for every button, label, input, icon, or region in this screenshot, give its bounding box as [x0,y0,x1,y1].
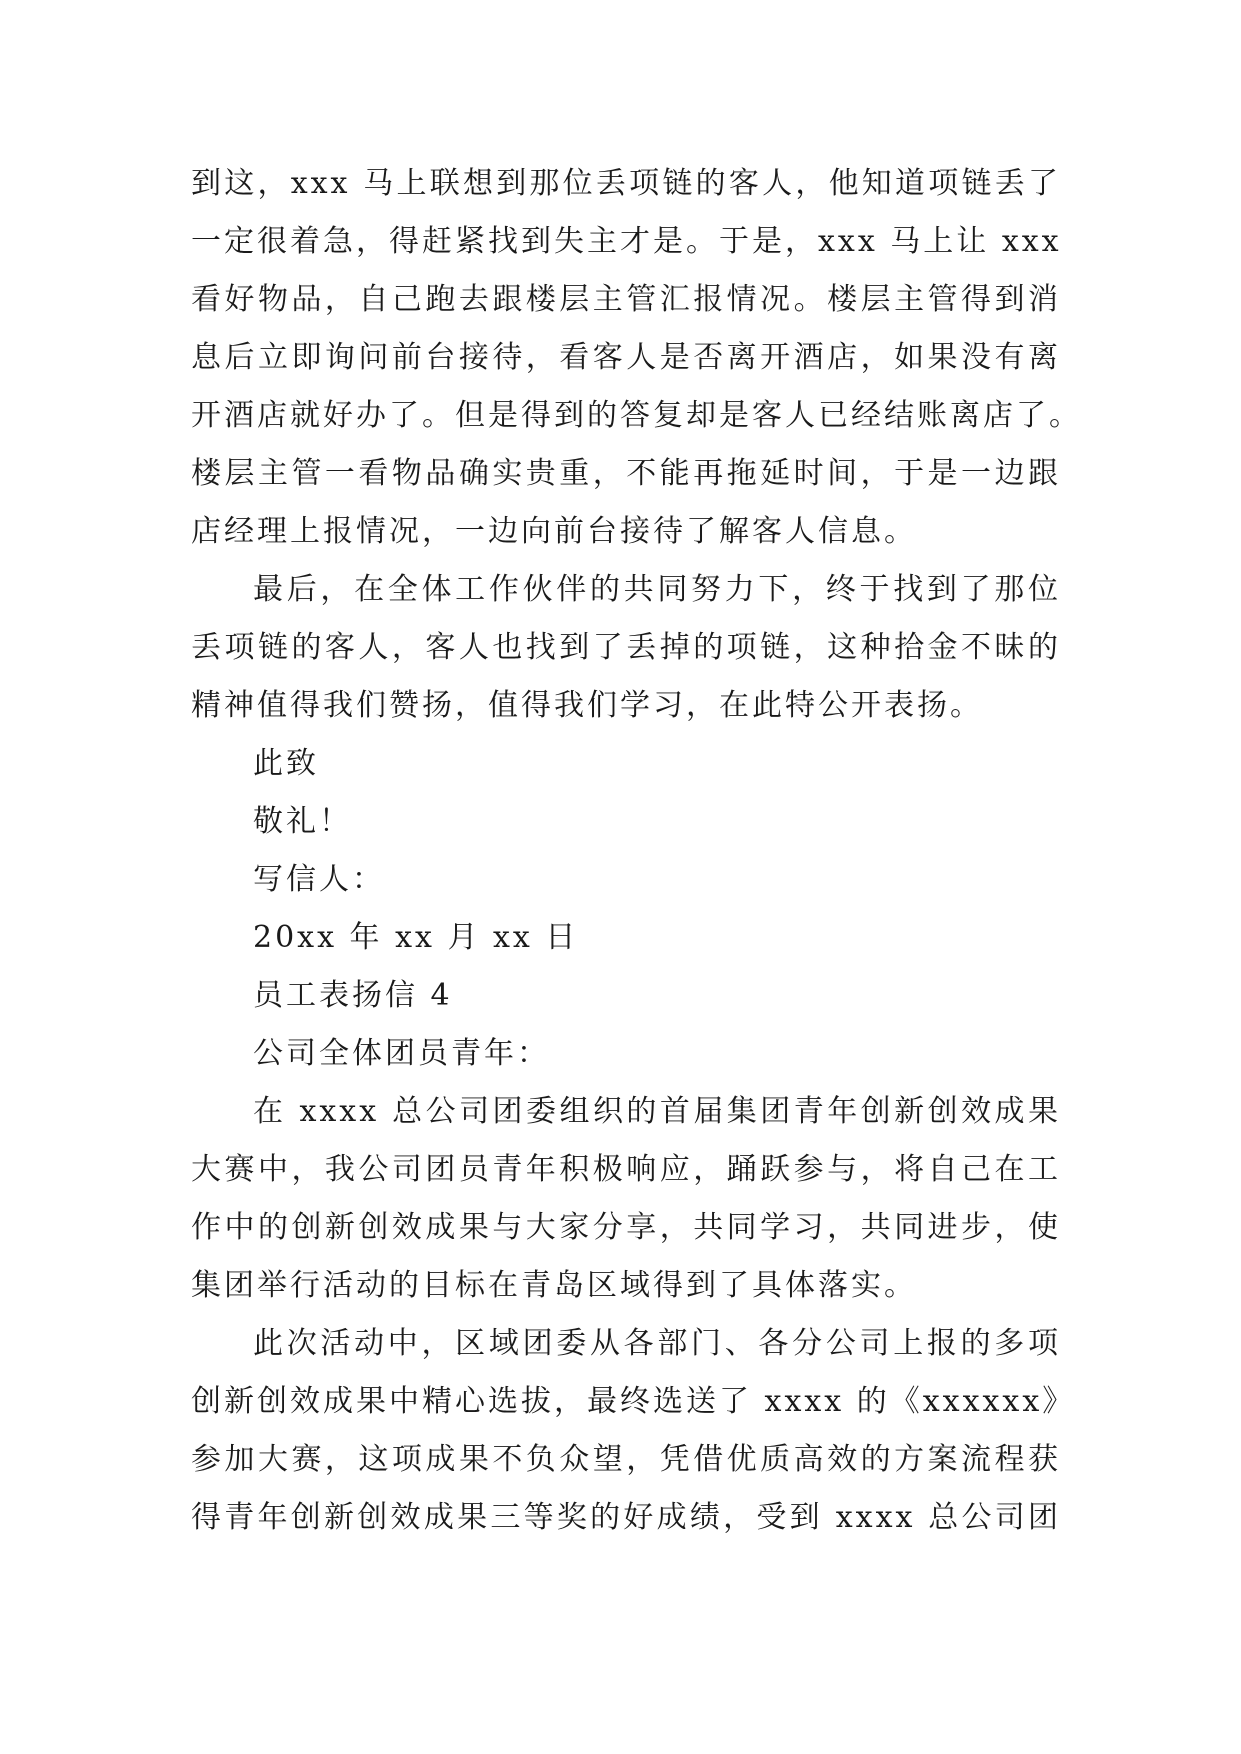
paragraph-line: 作中的创新创效成果与大家分享，共同学习，共同进步，使 [191,1210,1061,1245]
paragraph-line: 看好物品，自己跑去跟楼层主管汇报情况。楼层主管得到消 [191,282,1061,317]
paragraph-line: 楼层主管一看物品确实贵重，不能再拖延时间，于是一边跟 [191,456,1061,491]
paragraph-line: 息后立即询问前台接待，看客人是否离开酒店，如果没有离 [191,340,1061,375]
section-heading: 员工表扬信 4 [253,978,453,1013]
closing-regards: 敬礼！ [253,804,352,839]
closing-salutation: 此致 [253,746,319,781]
paragraph-line: 到这，xxx 马上联想到那位丢项链的客人，他知道项链丢了 [191,166,1061,201]
letter-greeting: 公司全体团员青年： [253,1036,550,1071]
paragraph-line: 在 xxxx 总公司团委组织的首届集团青年创新创效成果 [253,1094,1061,1129]
paragraph-line: 精神值得我们赞扬，值得我们学习，在此特公开表扬。 [191,688,983,723]
paragraph-line: 此次活动中，区域团委从各部门、各分公司上报的多项 [253,1326,1061,1361]
letter-date: 20xx 年 xx 月 xx 日 [253,920,579,955]
signature-label: 写信人： [253,862,385,897]
paragraph-line: 参加大赛，这项成果不负众望，凭借优质高效的方案流程获 [191,1442,1061,1477]
paragraph-line: 丢项链的客人，客人也找到了丢掉的项链，这种拾金不昧的 [191,630,1061,665]
paragraph-line: 最后，在全体工作伙伴的共同努力下，终于找到了那位 [253,572,1061,607]
paragraph-line: 集团举行活动的目标在青岛区域得到了具体落实。 [191,1268,917,1303]
paragraph-line: 大赛中，我公司团员青年积极响应，踊跃参与，将自己在工 [191,1152,1061,1187]
paragraph-line: 创新创效成果中精心选拔，最终选送了 xxxx 的《xxxxxx》 [191,1384,1076,1419]
paragraph-line: 店经理上报情况，一边向前台接待了解客人信息。 [191,514,917,549]
paragraph-line: 开酒店就好办了。但是得到的答复却是客人已经结账离店了。 [191,398,1082,433]
paragraph-line: 一定很着急，得赶紧找到失主才是。于是，xxx 马上让 xxx [191,224,1062,259]
letter-body [191,155,1082,1547]
paragraph-line: 得青年创新创效成果三等奖的好成绩，受到 xxxx 总公司团 [191,1500,1061,1535]
